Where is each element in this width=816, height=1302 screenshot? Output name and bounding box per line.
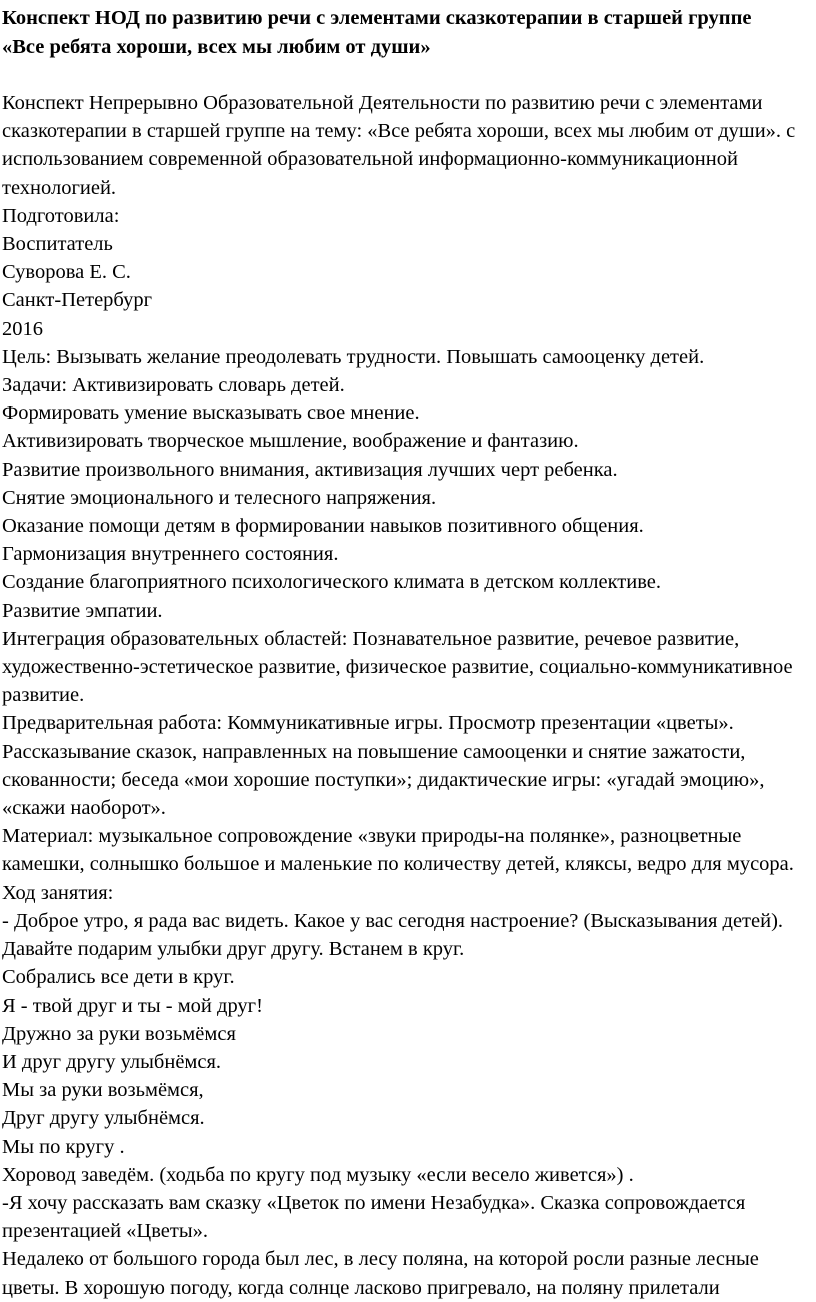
author-name: Суворова Е. С. — [2, 261, 131, 284]
goal-paragraph: Цель: Вызывать желание преодолевать трудности. Повышать самооценку детей. — [2, 345, 705, 368]
title-spacer — [2, 62, 816, 89]
poem-line: Дружно за руки возьмёмся — [2, 1022, 236, 1045]
lesson-line: Давайте подарим улыбки друг другу. Встанем в круг. — [2, 938, 465, 961]
author-position: Воспитатель — [2, 233, 113, 256]
lesson-line: - Доброе утро, я рада вас видеть. Какое у вас сегодня настроение? (Высказывания детей). — [2, 909, 784, 932]
title-line: «Все ребята хороши, всех мы любим от души» — [2, 36, 431, 58]
lesson-flow-heading: Ход занятия: — [2, 881, 114, 904]
tasks-paragraph: Задачи: Активизировать словарь детей. — [2, 374, 345, 397]
preliminary-work-paragraph: Предварительная работа: Коммуникативные игры. Просмотр презентации «цветы». — [2, 712, 734, 735]
task-item: Формировать умение высказывать свое мнение. — [2, 402, 420, 425]
materials-paragraph: Материал: музыкальное сопровождение «звуки природы-на полянке», разноцветные камешки, солнышко большое и маленькие по количеству детей, кляксы, ведро для мусора. — [2, 825, 794, 876]
task-item: Гармонизация внутреннего состояния. — [2, 543, 339, 566]
task-item: Снятие эмоционального и телесного напряжения. — [2, 486, 437, 509]
poem-line: Друг другу улыбнёмся. — [2, 1107, 205, 1130]
document-body — [2, 89, 816, 1302]
integration-paragraph: Интеграция образовательных областей: Познавательное развитие, речевое развитие, художественно-эстетическое развитие, физическое развитие, социально-коммуникативное развитие. — [2, 627, 793, 707]
document-title — [2, 0, 816, 62]
intro-paragraph: Конспект Непрерывно Образовательной Деятельности по развитию речи с элементами сказкотерапии в старшей группе на тему: «Все ребята хороши, всех мы любим от души». с использованием современной образовательной информационно-коммуникационной технологией. — [2, 92, 796, 199]
poem-line: Мы по кругу . — [2, 1135, 125, 1158]
task-item: Оказание помощи детям в формировании навыков позитивного общения. — [2, 515, 644, 538]
task-item: Активизировать творческое мышление, воображение и фантазию. — [2, 430, 579, 453]
prepared-by-label: Подготовила: — [2, 204, 120, 227]
storytelling-paragraph: Рассказывание сказок, направленных на повышение самооценки и снятие зажатости, скованности; беседа «мои хорошие поступки»; дидактические игры: «угадай эмоцию», «скажи наоборот». — [2, 740, 765, 820]
story-paragraph: Недалеко от большого города был лес, в лесу поляна, на которой росли разные лесные цветы. В хорошую погоду, когда солнце ласково пригревало, на поляну прилетали — [2, 1248, 759, 1299]
poem-line: Мы за руки возьмёмся, — [2, 1079, 204, 1102]
city: Санкт-Петербург — [2, 289, 152, 312]
year: 2016 — [2, 317, 43, 340]
document-page — [2, 0, 816, 1302]
lesson-line: -Я хочу рассказать вам сказку «Цветок по имени Незабудка». Сказка сопровождается презентацией «Цветы». — [2, 1191, 746, 1243]
task-item: Развитие произвольного внимания, активизация лучших черт ребенка. — [2, 458, 618, 481]
poem-line: Я - твой друг и ты - мой друг! — [2, 994, 263, 1017]
poem-line: Собрались все дети в круг. — [2, 966, 235, 989]
task-item: Развитие эмпатии. — [2, 599, 163, 622]
task-item: Создание благоприятного психологического климата в детском коллективе. — [2, 571, 661, 594]
title-line: Конспект НОД по развитию речи с элементами сказкотерапии в старшей группе — [2, 7, 752, 29]
lesson-line: Хоровод заведём. (ходьба по кругу под музыку «если весело живется») . — [2, 1163, 634, 1186]
poem-line: И друг другу улыбнёмся. — [2, 1050, 222, 1073]
